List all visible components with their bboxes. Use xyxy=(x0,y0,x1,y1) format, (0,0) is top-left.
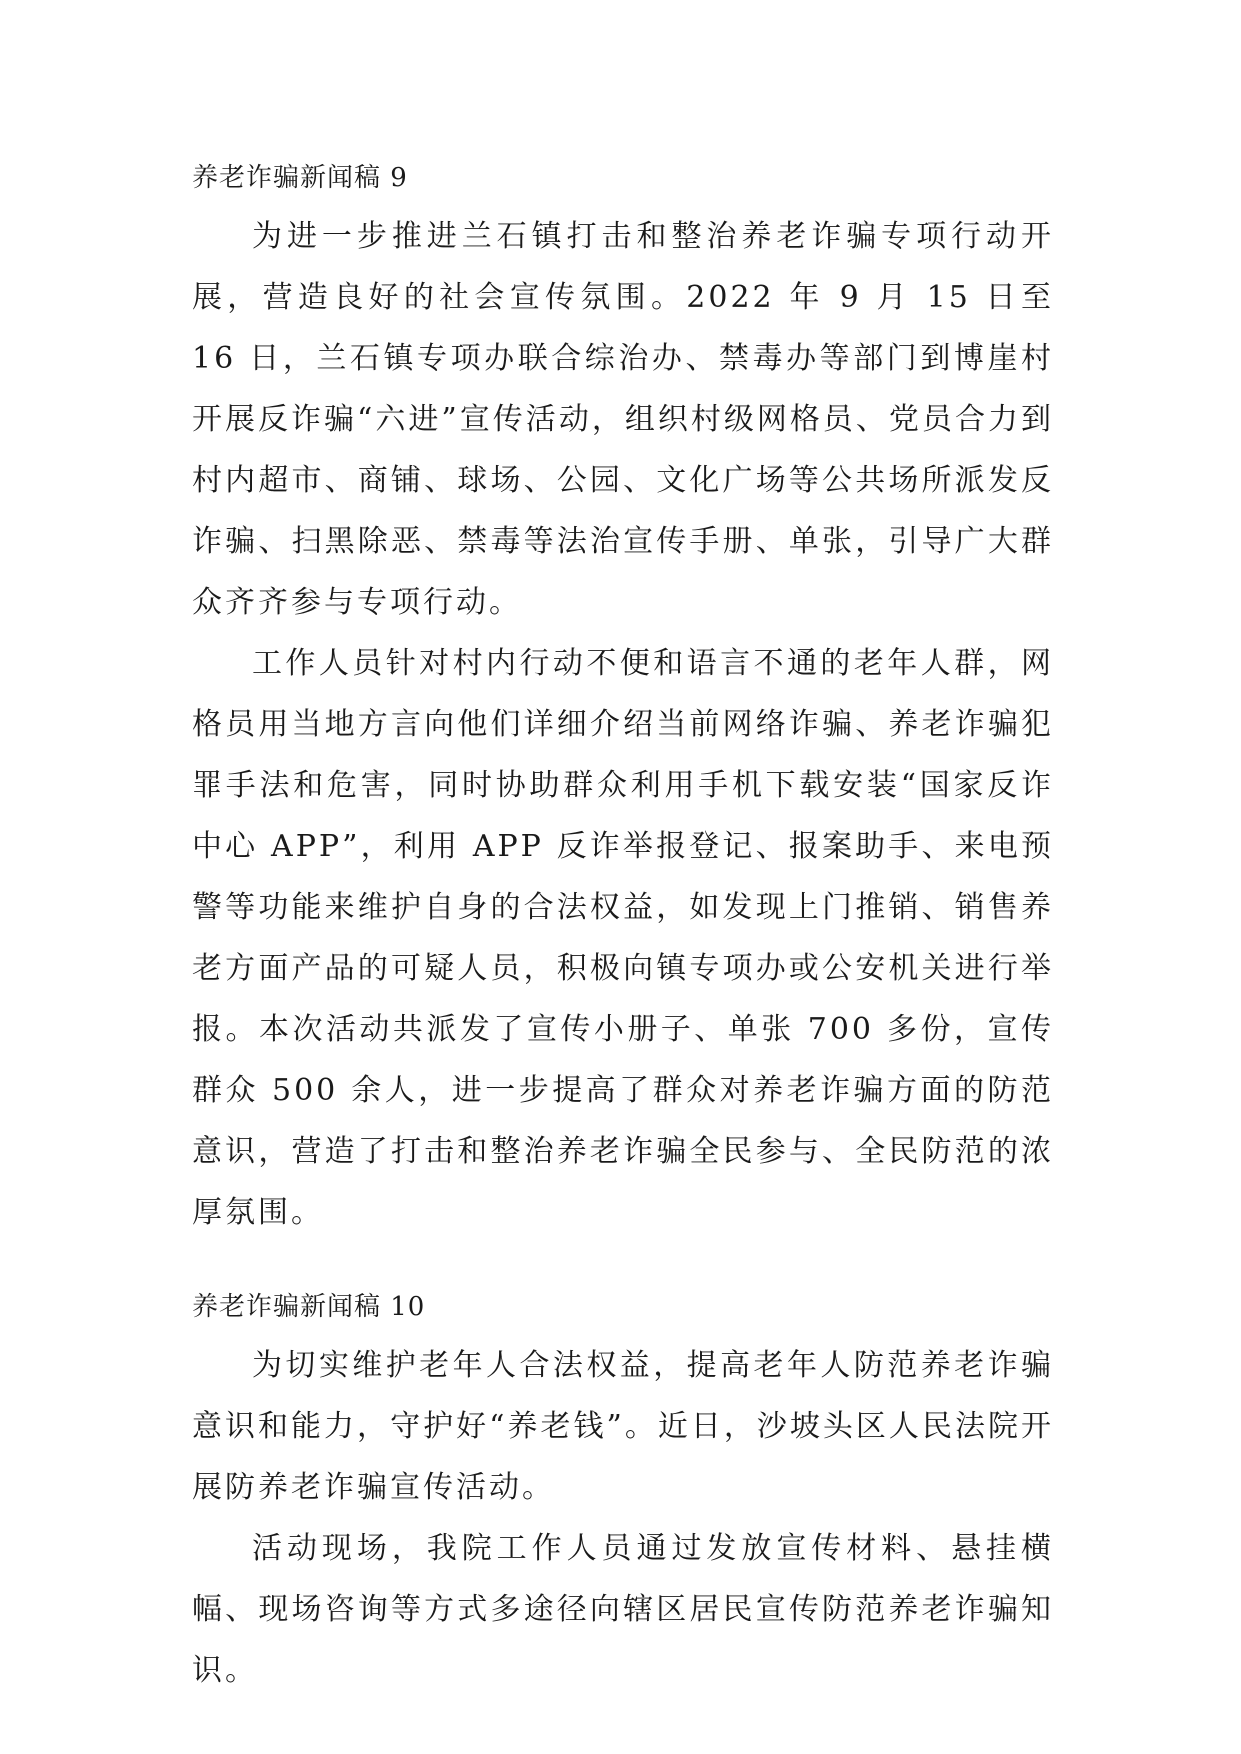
news-article-9 xyxy=(192,158,1054,1243)
article-title: 养老诈骗新闻稿 10 xyxy=(192,1292,426,1322)
article-paragraph: 为进一步推进兰石镇打击和整治养老诈骗专项行动开展，营造良好的社会宣传氛围。2022 年 9 月 15 日至 16 日，兰石镇专项办联合综治办、禁毒办等部门到博崖村开展反诈骗“六进”宣传活动，组织村级网格员、党员合力到村内超市、商铺、球场、公园、文化广场等公共场所派发反诈骗、扫黑除恶、禁毒等法治宣传手册、单张，引导广大群众齐齐参与专项行动。 xyxy=(192,219,1054,620)
article-paragraph: 为切实维护老年人合法权益，提高老年人防范养老诈骗意识和能力，守护好“养老钱”。近日，沙坡头区人民法院开展防养老诈骗宣传活动。 xyxy=(192,1348,1054,1505)
document-body xyxy=(192,158,1054,1701)
article-paragraph: 工作人员针对村内行动不便和语言不通的老年人群，网格员用当地方言向他们详细介绍当前网络诈骗、养老诈骗犯罪手法和危害，同时协助群众利用手机下载安装“国家反诈中心 APP”，利用 APP 反诈举报登记、报案助手、来电预警等功能来维护自身的合法权益，如发现上门推销、销售养老方面产品的可疑人员，积极向镇专项办或公安机关进行举报。本次活动共派发了宣传小册子、单张 700 多份，宣传群众 500 余人，进一步提高了群众对养老诈骗方面的防范意识，营造了打击和整治养老诈骗全民参与、全民防范的浓厚氛围。 xyxy=(192,646,1054,1230)
article-title: 养老诈骗新闻稿 9 xyxy=(192,163,408,193)
news-article-10 xyxy=(192,1287,1054,1701)
article-paragraph: 活动现场，我院工作人员通过发放宣传材料、悬挂横幅、现场咨询等方式多途径向辖区居民宣传防范养老诈骗知识。 xyxy=(192,1531,1054,1688)
